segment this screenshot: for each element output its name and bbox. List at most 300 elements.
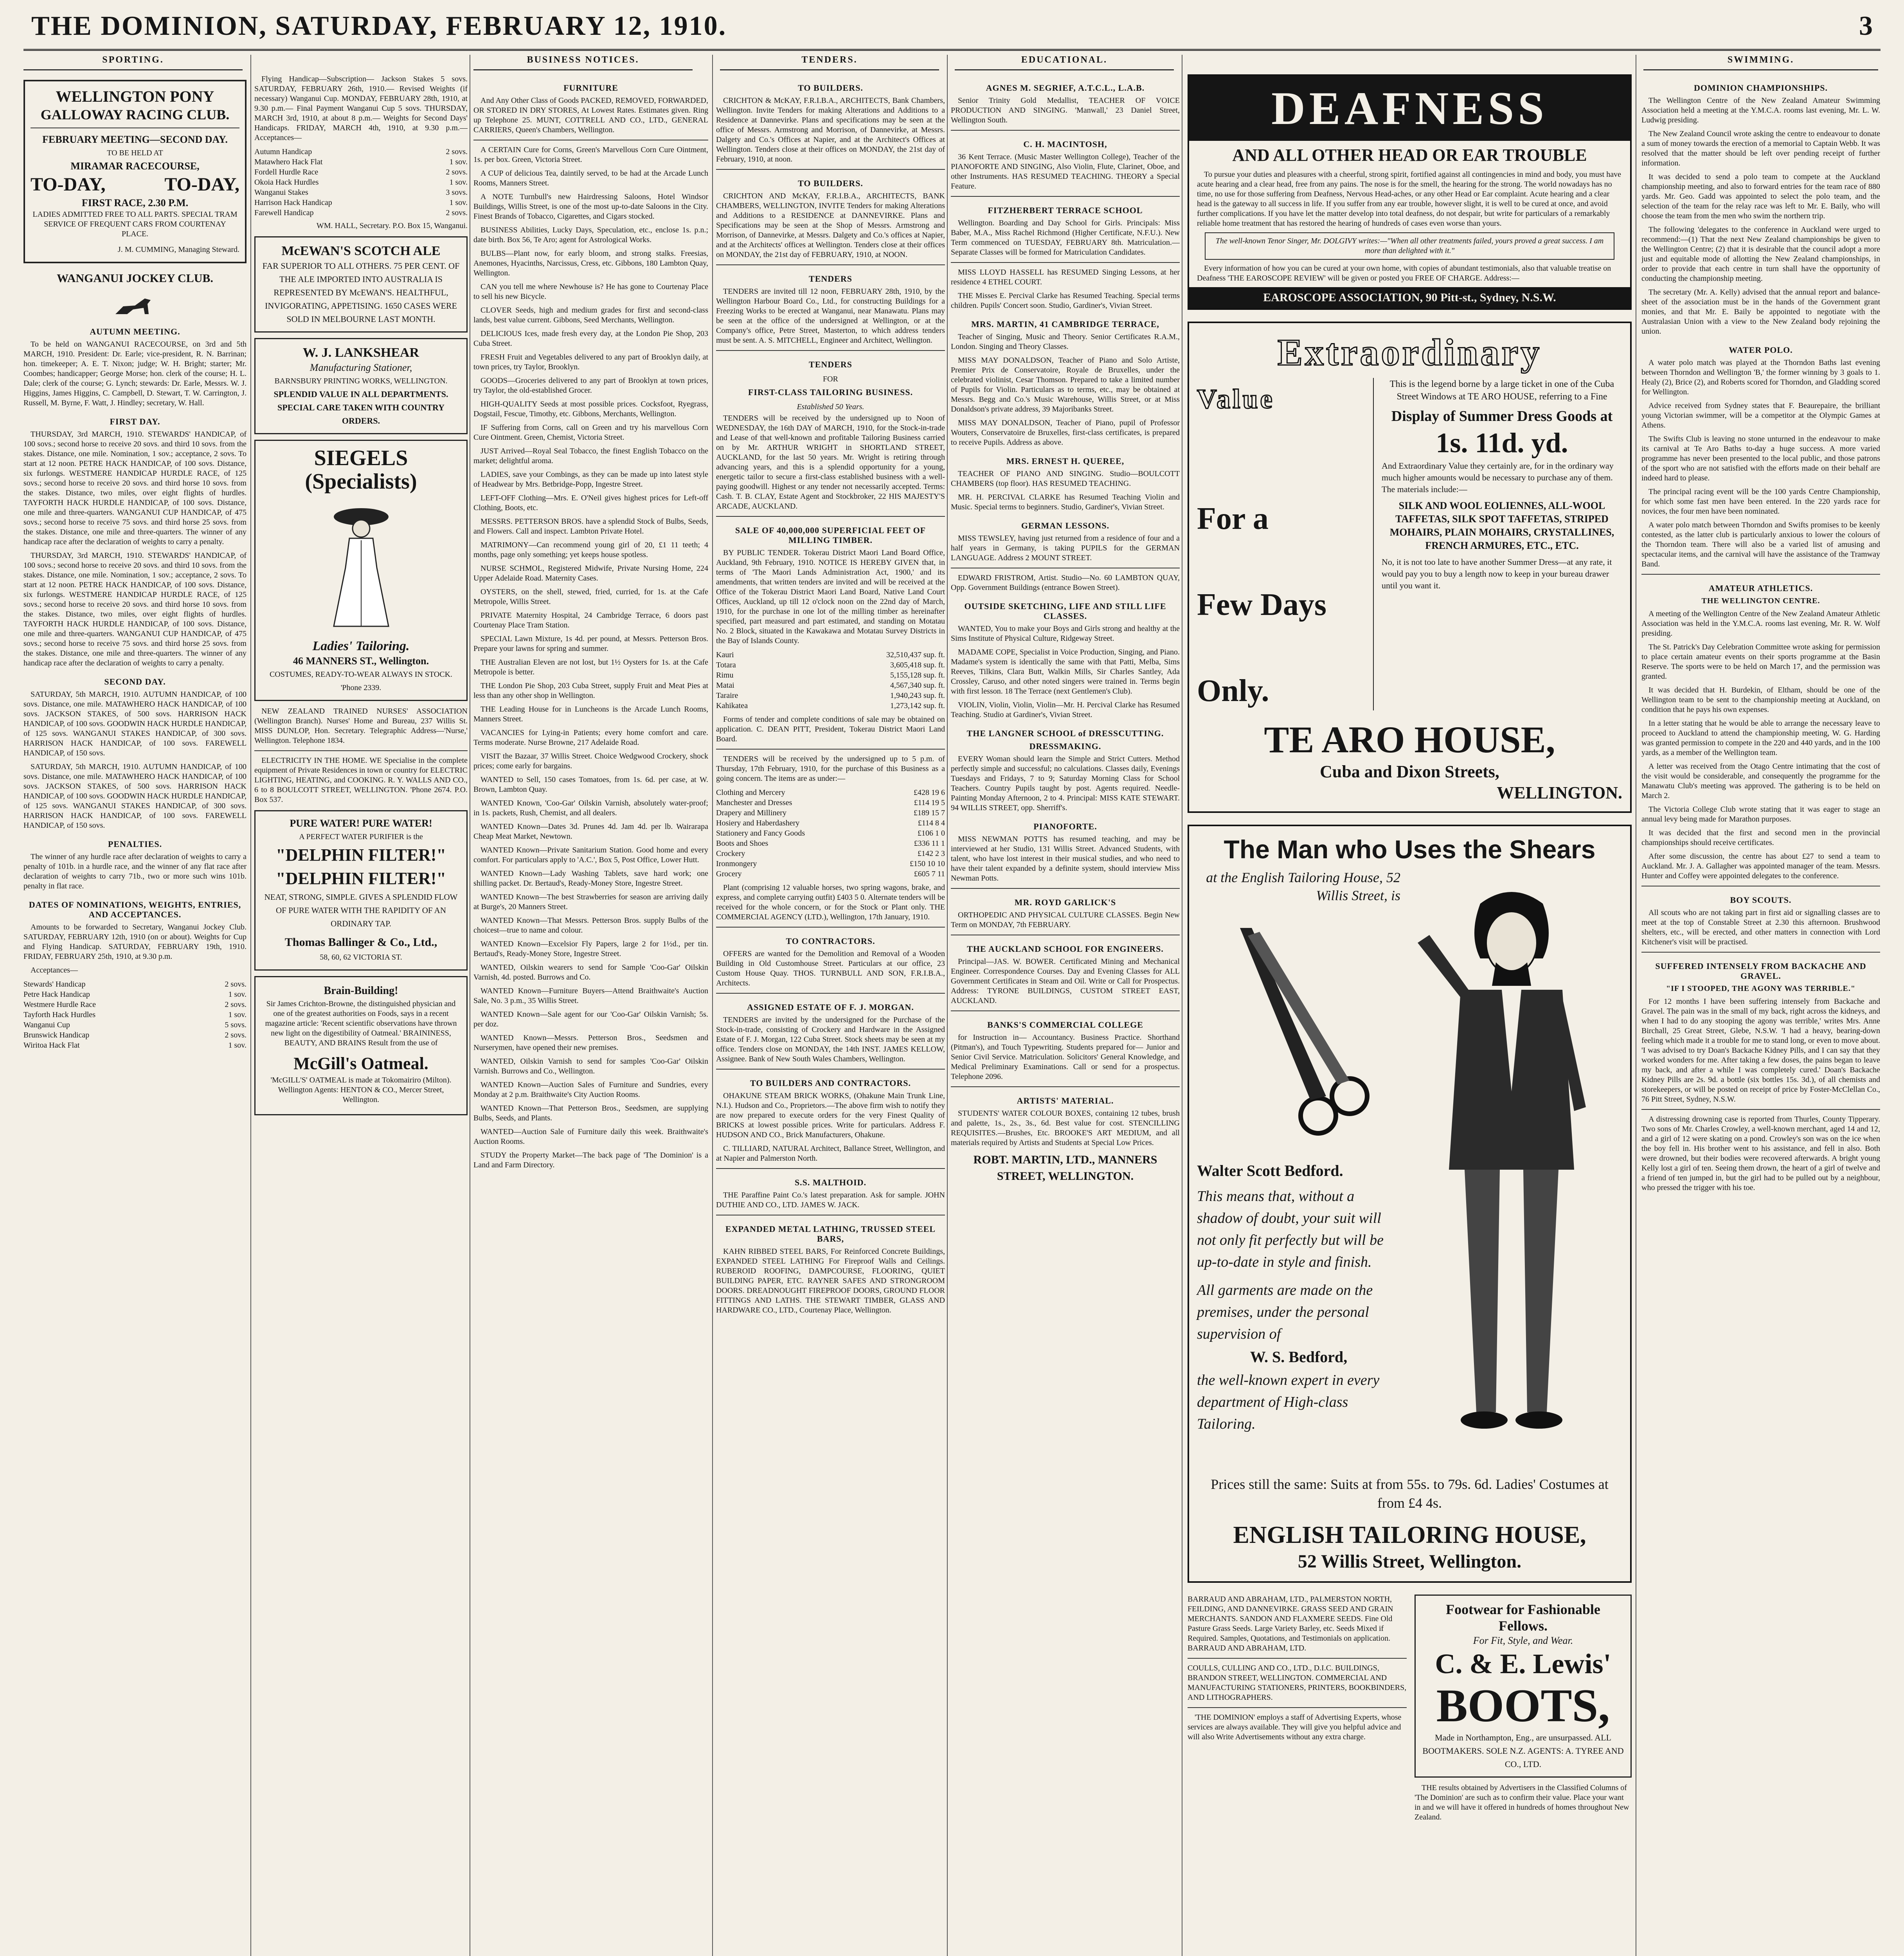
today-right: TO-DAY, [164, 174, 239, 195]
shears-ad [1188, 825, 1632, 1583]
classified-ad: CLOVER Seeds, high and medium grades for first and second-class lands, best value current. Gibbons, Seed Merchants, Wellington. [473, 306, 708, 324]
banks-head: BANKS'S COMMERCIAL COLLEGE [987, 1020, 1143, 1030]
crockery-row [716, 859, 945, 869]
business-column [473, 74, 708, 1956]
section-sporting: SPORTING. [23, 55, 243, 70]
row-label: Totara [716, 661, 736, 669]
lankshear-name: W. J. LANKSHEAR [302, 345, 419, 360]
dominion-note: 'THE DOMINION' employs a staff of Advertising Experts, whose services are always available. They will give you helpful advice and will also Write Advertisements without any extra charge. [1188, 1713, 1402, 1741]
horse-icon [112, 295, 158, 318]
classified-ad: HIGH-QUALITY Seeds at most possible prices. Cocksfoot, Ryegrass, Dogstail, Fescue, Timothy, etc. Gibbons, Merchants, Wellington. [473, 400, 708, 418]
masthead [23, 7, 1881, 51]
banks-body: for Instruction in— Accountancy. Business Practice. Shorthand (Pitman's), and Touch Typewriting. Students prepared for— Junior and Senior Civil Service. Matriculation. Solicitors' General Knowledge, and Medical Preliminary Examinations. Call or send for a prospectus. Telephone 2096. [951, 1033, 1180, 1081]
estate-body: TENDERS are invited by the undersigned for the Purchase of the Stock-in-trade, consisting of Crockery and Hardware in the Assigned Estate of F. J. Morgan, 122 Cuba Street. Stock sheets may be seen at my office. Tenders close on MONDAY, the 14th INST. JAMES KELLOW, Assignee. Bank of New South Wales Chambers, Wellington. [716, 1016, 945, 1063]
flying-body: Flying Handicap—Subscription— Jackson Stakes 5 sovs. SATURDAY, FEBRUARY 26th, 1910.— Revised Weights (if necessary) Wanganui Cup. MONDAY, FEBRUARY 28th, 1910, at 9.30 p.m.— Final Payment Wanganui Cup 5 sovs. THURSDAY, MARCH 3rd, 1910, at about 8 p.m.— Weights for Second Days' Handicaps. FRIDAY, MARCH 4th, 1910, at 9.30 p.m.— Acceptances— [254, 75, 468, 142]
classified-ad: WANTED to Sell, 150 cases Tomatoes, from 1s. 6d. per case, at W. Brown, Lambton Quay. [473, 775, 708, 794]
row-value: 1 sov. [228, 1041, 247, 1050]
lankshear-body: SPLENDID VALUE IN ALL DEPARTMENTS. SPECIAL CARE TAKEN WITH COUNTRY ORDERS. [274, 389, 448, 426]
row-value: 4,567,340 sup. ft. [890, 681, 945, 690]
row-label: Tayforth Hack Hurdles [23, 1010, 96, 1019]
shears-supervisor: W. S. Bedford, [1250, 1348, 1348, 1366]
artists-body: STUDENTS' WATER COLOUR BOXES, containing 12 tubes, brush and palette, 1s., 2s., 3s., 6d. Best value for cost. STENCILLING REQUISITES.—Brushes, Etc. BROOKE'S ART MEDIUM, and all materials required by Artists and Students at Special Low Prices. [951, 1109, 1180, 1147]
row-label: Okoia Hack Hurdles [254, 178, 319, 187]
piano-head: PIANOFORTE. [1033, 822, 1097, 831]
lewis-name: C. & E. Lewis' [1435, 1648, 1611, 1679]
classified-ad: PRIVATE Maternity Hospital, 24 Cambridge Terrace, 6 doors past Courtenay Place Tram Station. [473, 611, 708, 629]
classified-ad: OYSTERS, on the shell, stewed, fried, curried, for 1s. at the Cafe Metropole, Willis Street. [473, 588, 708, 606]
classified-ad: WANTED Known—Auction Sales of Furniture and Sundries, every Monday at 2 p.m. Braithwaite's City Auction Rooms. [473, 1080, 708, 1099]
filter-name-repeat: "DELPHIN FILTER!" [276, 869, 446, 888]
piano-body: MISS NEWMAN POTTS has resumed teaching, and may be interviewed at her Studio, 131 Willis Street. Advanced Students, with talent, who have lost interest in their musical studies, and who need to have their talent expanded by a definite system, should interview Miss Newman Potts. [951, 835, 1180, 883]
row-label: Crockery [716, 849, 745, 858]
row-value: £142 2 3 [918, 849, 945, 858]
column-rule [250, 55, 251, 1956]
row-value: 2 sovs. [225, 1031, 247, 1039]
acceptances-list [23, 979, 247, 1050]
tender-4: TENDERS will be received by the undersigned up to Noon of WEDNESDAY, the 16th DAY of MARCH, 1910, for the Stock-in-trade and Lease of that well-known and profitable Tailoring Business carried on by Mr. ARTHUR WRIGHT in SHORTLAND STREET, AUCKLAND, for the last 50 years. Mr. Wright is retiring through advancing years, and this is a splendid opportunity for a young, energetic tailor to secure a first-class established business with a well-paying goodwill. Highest or any tender not necessarily accepted. Terms: Cash. T. B. CLAY, Estate Agent and Stockbroker, 22 HIS MAJESTY'S ARCADE, AUCKLAND. [716, 414, 945, 511]
champ-paragraphs [1641, 96, 1880, 336]
row-label: Hosiery and Haberdashery [716, 819, 800, 827]
tender-head-4b: FIRST-CLASS TAILORING BUSINESS. [748, 387, 913, 397]
crockery-list [716, 787, 945, 879]
classified-ad: DELICIOUS Ices, made fresh every day, at the London Pie Shop, 203 Cuba Street. [473, 329, 708, 348]
classified-ad: A CUP of delicious Tea, daintily served, to be had at the Arcade Lunch Rooms, Manners Street. [473, 169, 708, 187]
tender-sub-4: FOR [823, 375, 838, 383]
classifieds-list [473, 145, 708, 1170]
classified-ad: JUST Arrived—Royal Seal Tobacco, the finest English Tobacco on the market; delightful aroma. [473, 447, 708, 465]
lankshear-sub: Manufacturing Stationer, [310, 362, 412, 373]
coulls-body: COULLS, CULLING AND CO., LTD., D.I.C. BUILDINGS, BRANDON STREET, WELLINGTON. COMMERCIAL AND MANUFACTURING STATIONERS, PRINTERS, BOOKBINDERS, AND LITHOGRAPHERS. [1188, 1664, 1407, 1702]
club-name-2: GALLOWAY RACING CLUB. [40, 107, 230, 122]
news-paragraph: The Wellington Centre of the New Zealand Amateur Swimming Association held a meeting at the Y.M.C.A. rooms last evening, Mr. L. W. Ludwig presiding. [1641, 96, 1880, 124]
lankshear-addr: BARNSBURY PRINTING WORKS, WELLINGTON. [274, 377, 448, 385]
display-ads-area [1188, 74, 1632, 1956]
page-number: 3 [1859, 11, 1873, 41]
row-value: £189 15 7 [914, 809, 945, 817]
classified-ad: WANTED Known, 'Coo-Gar' Oilskin Varnish, absolutely water-proof; in 1s. packets, Rush, Chemist, and all dealers. [473, 799, 708, 817]
row-value: 2 sovs. [225, 1000, 247, 1009]
row-value: 2 sovs. [446, 147, 468, 156]
row-label: Autumn Handicap [254, 147, 312, 156]
classified-ad: IF Suffering from Corns, call on Green and try his marvellous Corn Cure Ointment. Green, Chemist, Victoria Street. [473, 423, 708, 442]
steward-signature: J. M. CUMMING, Managing Steward. [117, 245, 239, 254]
sale-head: SALE OF 40,000,000 SUPERFICIAL FEET OF MILLING TIMBER. [735, 525, 926, 545]
row-label: Kahikatea [716, 701, 748, 710]
outside-head: OUTSIDE SKETCHING, LIFE AND STILL LIFE CLASSES. [964, 601, 1166, 621]
flying-row [254, 177, 468, 187]
backache-body: For 12 months I have been suffering intensely from Backache and Gravel. The pain was in the small of my back, right across the kidneys, and when I had to do any stooping the agony was terrible,' writes Mrs. Anne Birchall, 25 Great Street, Glebe, N.S.W. 'I had a heavy, bearing-down feeling which made it a trouble for me to stand long, or even to move about. 'I was advised to try Doan's Backache Kidney Pills, and I can say that they worked wonders for me. After taking a few doses, the pains began to leave my back, and after a while I was completely cured.' Doan's Backache Kidney Pills are 2s. 9d. a bottle (six bottles 15s. 3d.), of all chemists and storekeepers, or will be posted on receipt of price by Foster-McClellan Co., 76 Pitt Street, Sydney, N.S.W. [1641, 997, 1880, 1104]
boots-body: Made in Northampton, Eng., are unsurpassed. ALL BOOTMAKERS. SOLE N.Z. AGENTS: A. TYREE AND CO., LTD. [1422, 1733, 1624, 1769]
athletics-paragraphs [1641, 609, 1880, 881]
mcgill-body: Sir James Crichton-Browne, the distinguished physician and one of the greatest authorities on Foods, says in a recent magazine article: 'Recent scientific observations have thrown new light on the digestibility of Oatmeal.' BRAININESS, BEAUTY, AND BRAINS Result from the use of [265, 1000, 457, 1047]
shears-icon [1217, 912, 1381, 1155]
boy-scouts-body: All scouts who are not taking part in first aid or signalling classes are to meet at the top of Constable Street at 2.30 this afternoon. Brushwood shelters, etc., will be erected, and other matters in connection with Lord Kitchener's visit will be practised. [1641, 908, 1880, 946]
deafness-address: EAROSCOPE ASSOCIATION, 90 Pitt-st., Sydney, N.S.W. [1189, 287, 1630, 308]
te-aro-address: Cuba and Dixon Streets, [1320, 762, 1499, 781]
crockery-row [716, 798, 945, 808]
classified-ad: MATRIMONY—Can recommend young girl of 20, £1 11 teeth; 4 months, page only something; yet keeps house spotless. [473, 541, 708, 559]
news-paragraph: It was decided that H. Burdekin, of Eltham, should be one of the Wellington team to be sent to the championship meeting at Auckland, on condition that he pays his own expenses. [1641, 686, 1880, 714]
maltoid-head: S.S. MALTHOID. [794, 1178, 867, 1187]
classified-ad: THE London Pie Shop, 203 Cuba Street, supply Fruit and Meat Pies at less than any other shop in Wellington. [473, 681, 708, 700]
boots-word: BOOTS, [1436, 1679, 1610, 1731]
filter-name: "DELPHIN FILTER!" [276, 845, 446, 865]
timber-row [716, 650, 945, 660]
mcewan-title: McEWAN'S SCOTCH ALE [281, 244, 441, 258]
ballinger-name: Thomas Ballinger & Co., Ltd., [284, 936, 437, 949]
first-day-body: THURSDAY, 3rd MARCH, 1910. STEWARDS' HANDICAP, of 100 sovs.; second horse to receive 20 sovs. and third 10 sovs. from the stakes. Distance, one mile. Nomination, 1 sov.; acceptance, 2 sovs. To start at 12 noon. PETRE HACK HANDICAP, of 100 sovs. Distance, six furlongs. WESTMERE HANDICAP HURDLE RACE, of 125 sovs.; second horse to receive 20 sovs. and third horse 10 sovs. from the stakes. Distance, two miles, over eight flights of hurdles. TAYFORTH HACK HURDLE HANDICAP, of 100 sovs. Distance, one mile and three-quarters. WANGANUI CUP HANDICAP, of 475 sovs.; second horse to receive 75 sovs. and third horse 25 sovs. from the stakes. Distance, one mile and three-quarters. The winner of any handicap race after the declaration of weights to carry a penalty. [23, 430, 247, 546]
contractors-body: OFFERS are wanted for the Demolition and Removal of a Wooden Building in Old Customhouse Street. Particulars at our office, 23 Custom House Quay. THOS. TURNBULL AND SON, F.R.I.B.A., Architects. [716, 949, 945, 987]
crockery-row [716, 849, 945, 859]
news-paragraph: A meeting of the Wellington Centre of the New Zealand Amateur Athletic Association was held in the Y.M.C.A. rooms last evening, Mr. R. W. Wolf presiding. [1641, 609, 1880, 638]
dates-title: DATES OF NOMINATIONS, WEIGHTS, ENTRIES, AND ACCEPTANCES. [29, 900, 241, 919]
acceptance-row [23, 1010, 247, 1020]
classified-ad: BUSINESS Abilities, Lucky Days, Speculation, etc., enclose 1s. p.n.; date birth. Box 56, Te Aro; agent for Astrological Works. [473, 226, 708, 244]
artists-head: ARTISTS' MATERIAL. [1017, 1096, 1114, 1106]
furniture-title: FURNITURE [563, 83, 618, 93]
barraud-body: BARRAUD AND ABRAHAM, LTD., PALMERSTON NORTH, FEILDING, AND DANNEVIRKE. GRASS SEED AND GRAIN MERCHANTS. SANDON AND FLAXMERE SEEDS. Fine Old Pasture Grass Seeds. Large Variety Barley, etc. Seeds Mixed if Required. Samples, Quotations, and Testimonials on application. BARRAUD AND ABRAHAM, LTD. [1188, 1595, 1393, 1652]
classified-ad: NURSE SCHMOL, Registered Midwife, Private Nursing Home, 224 Upper Adelaide Road. Maternity Cases. [473, 564, 708, 582]
news-paragraph: A water polo match between Thorndon and Swifts promises to be keenly contested, as the latter club is particularly anxious to lower the colours of the Thorndon team. There will also be a varied list of amusing and spectacular items, and the carnival will have the assistance of the Tramway Band. [1641, 521, 1880, 568]
tender-head-4: TENDERS [809, 360, 852, 369]
edu-9: TEACHER OF PIANO AND SINGING. Studio—BOULCOTT CHAMBERS (top floor). HAS RESUMED TEACHING. [951, 469, 1180, 488]
outside-body: WANTED, You to make your Boys and Girls strong and healthy at the Sims Institute of Physical Culture, Ridgeway Street. [951, 624, 1180, 643]
edu-2-name: C. H. MACINTOSH, [1023, 139, 1107, 149]
filter-ad [254, 810, 468, 971]
row-label: Manchester and Dresses [716, 798, 792, 807]
edu-3: Wellington. Boarding and Day School for Girls. Principals: Miss Baber, M.A., Miss Rachel Richmond (Higher Certificate, N.F.U.). New Term commenced on TUESDAY, FEBRUARY 8th. Matriculation.—Separate Classes will be formed for Matriculation Candidates. [951, 219, 1180, 257]
classified-ad: WANTED Known—Furniture Buyers—Attend Braithwaite's Auction Sale, No. 3 p.m., 35 Willis Street. [473, 987, 708, 1005]
classified-ad: WANTED, Oilskin wearers to send for Sample 'Coo-Gar' Oilskin Varnish, 4d. posted. Burrows and Co. [473, 963, 708, 982]
row-label: Harrison Hack Handicap [254, 198, 332, 207]
auckland-head: THE AUCKLAND SCHOOL FOR ENGINEERS. [967, 944, 1164, 954]
row-value: 1 sov. [449, 198, 468, 207]
tender-est: Established 50 Years. [797, 403, 864, 411]
meeting-line: FEBRUARY MEETING—SECOND DAY. [42, 134, 228, 145]
news-paragraph: The New Zealand Council wrote asking the centre to endeavour to donate a sum of money towards the erection of a memorial to Captain Webb. It was resolved that the matter should be left over pending receipt of further information. [1641, 129, 1880, 167]
te-aro-city: WELLINGTON. [1497, 783, 1622, 802]
deafness-ad [1188, 74, 1632, 310]
acceptance-row [23, 989, 247, 1000]
row-value: £114 19 5 [914, 798, 945, 807]
metal-body: KAHN RIBBED STEEL BARS, For Reinforced Concrete Buildings, EXPANDED STEEL LATHING For Fireproof Walls and Ceilings. RUBEROID ROOFING, DAMPCOURSE, FLOORING, QUIET BUILDING PAPER, ETC. RAYNER SAFES AND STRONGROOM DOORS. DREADNOUGHT FIREPROOF DOORS, GROUND FLOOR FITTINGS AND LATHS. THE STEWART TIMBER, GLASS AND HARDWARE CO., LTD., Courtenay Place, Wellington. [716, 1247, 945, 1314]
crockery-intro: TENDERS will be received by the undersigned up to 5 p.m. of Thursday, 17th February, 1910, for the purchase of this Business as a going concern. The items are as under:— [716, 755, 945, 783]
maltoid-body: THE Paraffine Paint Co.'s latest preparation. Ask for sample. JOHN DUTHIE AND CO., LTD. JAMES W. JACK. [716, 1191, 945, 1209]
news-paragraph: The secretary (Mr. A. Kelly) advised that the annual report and balance-sheet of the association must be in the hands of the Government grant monies, and that Mr. E. Baily be appointed to negotiate with the Australasian Union with a view to the New Zealand body rejoining the union. [1641, 288, 1880, 336]
section-swimming: SWIMMING. [1643, 55, 1878, 70]
classified-ad: WANTED Known—Messrs. Petterson Bros., Seedsmen and Nurserymen, have opened their new premises. [473, 1034, 708, 1052]
value-word: Value [1197, 384, 1275, 414]
english-tailoring-house: ENGLISH TAILORING HOUSE, [1233, 1522, 1586, 1548]
deafness-banner [1189, 76, 1630, 141]
value-foot: No, it is not too late to have another Summer Dress—at any rate, it would pay you to buy a length now to keep in your bureau drawer until you want it. [1382, 557, 1612, 590]
tender-1: CRICHTON & McKAY, F.R.I.B.A., ARCHITECTS, Bank Chambers, Wellington. Invite Tenders for making Alterations and Additions to a Residence at Dannevirke. Plans and specifications may be seen at the office of Messrs. Armstrong and Morrison, of Dannevirke, at Messrs. Dalgety and Co.'s Offices at Napier, and at the Architect's Offices at Wellington. Tenders close at their offices on MONDAY, the 21st day of February, 1910, at noon. [716, 96, 945, 164]
flying-row [254, 157, 468, 167]
classified-ad: VISIT the Bazaar, 37 Willis Street. Choice Wedgwood Crockery, shock prices; come early for bargains. [473, 752, 708, 770]
classified-ad: LADIES, save your Combings, as they can be made up into latest style of Headwear by Mrs. Betbridge-Popp, Ingestre Street. [473, 470, 708, 489]
crockery-row [716, 838, 945, 849]
row-value: 1 sov. [228, 1010, 247, 1019]
classified-ad: A CERTAIN Cure for Corns, Green's Marvellous Corn Cure Ointment, 1s. per box. Green, Victoria Street. [473, 146, 708, 164]
value-body: And Extraordinary Value they certainly are, for in the ordinary way much higher amounts would be necessary to purchase any of them. The materials include:— [1382, 461, 1614, 494]
shears-title: The Man who Uses the Shears [1224, 835, 1596, 864]
backache-head: SUFFERED INTENSELY FROM BACKACHE AND GRAVEL. [1655, 961, 1866, 981]
tender-head-3: TENDERS [809, 274, 852, 284]
row-label: Petre Hack Handicap [23, 990, 90, 999]
today-left: TO-DAY, [31, 174, 106, 195]
classified-ad: WANTED Known—Lady Washing Tablets, save hard work; one shilling packet. Dr. Bertaud's, Ready-Money Store, Ingestre Street. [473, 869, 708, 888]
row-label: Rimu [716, 671, 734, 680]
mcgill-head: Brain-Building! [324, 985, 398, 997]
flying-row [254, 208, 468, 218]
crockery-row [716, 828, 945, 838]
bricks-head: TO BUILDERS AND CONTRACTORS. [750, 1078, 911, 1088]
classified-ad: VACANCIES for Lying-in Patients; every home comfort and care. Terms moderate. Nurse Browne, 217 Adelaide Road. [473, 728, 708, 747]
shears-at: at the English Tailoring House, 52 Willis Street, is [1206, 870, 1400, 903]
tenders-column [716, 74, 945, 1956]
acceptance-row [23, 1030, 247, 1040]
classified-ad: LEFT-OFF Clothing—Mrs. E. O'Neil gives highest prices for Left-off Clothing, Boots, etc. [473, 494, 708, 512]
athletics-head: AMATEUR ATHLETICS. [1708, 583, 1813, 593]
pony-club-ad [23, 80, 247, 263]
german-head: GERMAN LESSONS. [1021, 521, 1110, 530]
furniture-body: And Any Other Class of Goods PACKED, REMOVED, FORWARDED, OR STORED IN DRY STORES, At Lowest Rates. Estimates given. Ring up Telephone 25. MUNT, COTTRELL AND CO., LTD., GENERAL CARRIERS, Queen's Chambers, Wellington. [473, 96, 708, 134]
ortho-name: MR. ROYD GARLICK'S [1014, 897, 1116, 907]
martin-name: ROBT. MARTIN, LTD., MANNERS STREET, WELLINGTON. [973, 1153, 1157, 1183]
classified-ad: SPECIAL Lawn Mixture, 1s 4d. per pound, at Messrs. Petterson Bros. Prepare your lawns for spring and summer. [473, 635, 708, 653]
polo-head: WATER POLO. [1729, 345, 1793, 355]
first-race-line: FIRST RACE, 2.30 P.M. [81, 197, 189, 209]
news-paragraph: It was decided to send a polo team to compete at the Auckland championship meeting, and also to forward entries for the team race of 880 yards. Mr. Geo. Gadd was appointed to select the polo team, and the selection of the team for the relay race was left to Mr. E. Baily, who will choose the team from the men who swim the northern trip. [1641, 173, 1880, 220]
for-a: For a [1197, 502, 1269, 536]
timber-row [716, 680, 945, 690]
extraordinary-ad [1188, 322, 1632, 813]
classified-ad: MESSRS. PETTERSON BROS. have a splendid Stock of Bulbs, Seeds, and Flowers. Call and inspect. Lambton Private Hotel. [473, 517, 708, 536]
second-day-title: SECOND DAY. [104, 677, 166, 687]
acceptance-row [23, 979, 247, 989]
flying-row [254, 198, 468, 208]
mcgill-ad [254, 976, 468, 1115]
bricks-body: OHAKUNE STEAM BRICK WORKS, (Ohakune Main Trunk Line, N.I.). Hudson and Co., Proprietors.—The above firm wish to notify they are now prepared to execute orders for the very Finest Quality of BRICKS at lowest possible prices. Write for particulars. Address F. HUDSON AND CO., Brick Manufacturers, Ohakune. [716, 1091, 945, 1139]
row-label: Kauri [716, 651, 734, 659]
penalties-body: The winner of any hurdle race after declaration of weights to carry a penalty of 101b. in a hurdle race, and the winner of any flat race after declaration of weights to carry 71b., two or more such wins 101b. penalty in flat race. [23, 852, 247, 890]
electricity-notice: ELECTRICITY IN THE HOME. WE Specialise in the complete equipment of Private Residences in town or country for ELECTRIC LIGHTING, HEATING, and COOKING. R. Y. WALLS AND CO., 6 to 8 BOULCOTT STREET, WELLINGTON. 'Phone 2674. P.O. Box 537. [254, 756, 468, 804]
row-label: Clothing and Mercery [716, 788, 785, 797]
tender-3: TENDERS are invited till 12 noon, FEBRUARY 28th, 1910, by the Wellington Harbour Board Co., Ltd., for constructing Buildings for a Freezing Works to be erected at Wanganui, near Manawatu. Plans may be seen at the office of the undersigned at Wellington, or at the Company's office, Petre Street, Masterton, to which address tenders must be sent. A. S. MITCHELL, Engineer and Architect, Wellington. [716, 287, 945, 345]
wm-hall: WM. HALL, Secretary. P.O. Box 15, Wanganui. [316, 221, 468, 230]
ticket-legend: This is the legend borne by a large ticket in one of the Cuba Street Windows at TE ARO HOUSE, referring to a Fine [1389, 379, 1614, 402]
row-label: Taraire [716, 691, 738, 700]
lady-illustration [318, 501, 404, 630]
timber-list [716, 650, 945, 711]
flying-row [254, 167, 468, 177]
metal-head: EXPANDED METAL LATHING, TRUSSED STEEL BARS, [725, 1224, 936, 1244]
classified-ad: WANTED Known—Private Sanitarium Station. Good home and every comfort. For particulars apply to 'A.C.', Box 5, Post Office, Lower Hutt. [473, 846, 708, 864]
row-value: £150 10 10 [910, 859, 945, 868]
timber-row [716, 670, 945, 680]
ortho-body: ORTHOPEDIC AND PHYSICAL CULTURE CLASSES. Begin New Term on MONDAY, 7th FEBRUARY. [951, 911, 1180, 929]
edu-2: 36 Kent Terrace. (Music Master Wellington College), Teacher of the PIANOFORTE AND SINGING, Also Violin, Flute, Clarinet, Oboe, and other Instruments. HAS RESUMED TEACHING. THEORY a Special Feature. [951, 153, 1180, 191]
row-value: 5 sovs. [225, 1021, 247, 1029]
deafness-word: DEAFNESS [1271, 82, 1548, 134]
classified-ad: WANTED Known—Dates 3d. Prunes 4d. Jam 4d. per lb. Wairarapa Cheap Meat Market, Newtown. [473, 822, 708, 841]
tilliard-body: C. TILLIARD, NATURAL Architect, Ballance Street, Wellington, and at Napier and Palmerston North. [716, 1144, 945, 1163]
classified-ad: GOODS—Groceries delivered to any part of Brooklyn at town prices, try Taylor, the old-established Grocer. [473, 376, 708, 395]
edu-6: Teacher of Singing, Music and Theory. Senior Certificates R.A.M., London. Singing and Theory Classes. [951, 333, 1180, 351]
fristrom: EDWARD FRISTROM, Artist. Studio—No. 60 LAMBTON QUAY, Opp. Government Buildings (entrance Bowen Street). [951, 573, 1180, 592]
first-day-body-repeat: THURSDAY, 3rd MARCH, 1910. STEWARDS' HANDICAP, of 100 sovs.; second horse to receive 20 sovs. and third 10 sovs. from the stakes. Distance, one mile. Nomination, 1 sov.; acceptance, 2 sovs. To start at 12 noon. PETRE HACK HANDICAP, of 100 sovs. Distance, six furlongs. WESTMERE HANDICAP HURDLE RACE, of 125 sovs.; second horse to receive 20 sovs. and third horse 10 sovs. from the stakes. Distance, two miles, over eight flights of hurdles. TAYFORTH HACK HURDLE HANDICAP, of 100 sovs. Distance, one mile and three-quarters. WANGANUI CUP HANDICAP, of 475 sovs.; second horse to receive 75 sovs. and third horse 25 sovs. from the stakes. Distance, one mile and three-quarters. The winner of any handicap race after the declaration of weights to carry a penalty. [23, 551, 247, 667]
classified-ad: WANTED Known—Sale agent for our 'Coo-Gar' Oilskin Varnish; 5s. per doz. [473, 1010, 708, 1028]
column-rule [947, 55, 948, 1956]
edu-4: MISS LLOYD HASSELL has RESUMED Singing Lessons, at her residence 4 ETHEL COURT. [951, 268, 1180, 286]
news-paragraph: A letter was received from the Otago Centre intimating that the cost of the visit would be considerable, and consequently the programme for the Manawatu Club's meeting was approved. The gathering is to be held on March 2. [1641, 762, 1880, 800]
row-label: Matai [716, 681, 734, 690]
materials-list: SILK AND WOOL EOLIENNES, ALL-WOOL TAFFETAS, SILK SPOT TAFFETAS, STRIPED MOHAIRS, PLAIN MOHAIRS, CRYSTALLINES, FRENCH ARMURES, ETC., ETC. [1389, 500, 1614, 551]
educational-column [951, 74, 1180, 1956]
classified-ad: A NOTE Turnbull's new Hairdressing Saloons, Hotel Windsor Buildings, Willis Street, is one of the most up-to-date Saloons in the City. Finest Brands of Tobacco, Cigarettes, and Cigars stocked. [473, 192, 708, 221]
mcgill-foot: 'McGILL'S' OATMEAL is made at Tokomairiro (Milton). Wellington Agents: HENTON & CO., Mercer Street, Wellington. [270, 1076, 452, 1104]
sale-body: BY PUBLIC TENDER. Tokerau District Maori Land Board Office, Auckland, 9th February, 1910. NOTICE IS HEREBY GIVEN that, in terms of 'The Maori Lands Administration Act, 1900,' and its amendments, that written tenders are invited and will be received at the Office of the Tokerau District Maori Land Board, Native Land Court Offices, Auckland, up till 12 o'clock noon on the 22nd day of March, 1910, for the purchase in one lot of the milling timber as hereinafter specified, part measured and part estimated, and standing on Motatau No. 2 Block, situated in the Kawakawa and Motatau Survey Districts in the Bay of Islands County. [716, 548, 945, 645]
te-aro-house: TE ARO HOUSE, [1264, 719, 1555, 760]
deafness-sub: AND ALL OTHER HEAD OR EAR TROUBLE [1232, 146, 1587, 165]
classified-ad: BULBS—Plant now, for early bloom, and strong stalks. Freesias, Anemones, Hyacinths, Narcissus, Cress, etc. Gibbons, 180 Lambton Quay, Wellington. [473, 249, 708, 277]
section-business: BUSINESS NOTICES. [473, 55, 693, 70]
first-day-title: FIRST DAY. [110, 417, 160, 426]
row-label: Ironmongery [716, 859, 757, 868]
dates-body: Amounts to be forwarded to Secretary, Wanganui Jockey Club. SATURDAY, FEBRUARY 12th, 1910 (on or about). Weights for Cup and Flying Handicap. SATURDAY, FEBRUARY 19th, 1910. FRIDAY, FEBRUARY 25th, 1910, at 9.30 p.m. [23, 923, 247, 961]
classified-ad: WANTED Known—The best Strawberries for season are arriving daily at Burge's, 20 Manners Street. [473, 893, 708, 911]
row-value: 5,155,128 sup. ft. [890, 671, 945, 680]
row-value: £336 11 1 [914, 839, 945, 848]
flying-row [254, 147, 468, 157]
deafness-quote: The well-known Tenor Singer, Mr. DOLGIVY writes:—"When all other treatments failed, yours proved a great success. I am more than delighted with it." [1205, 232, 1614, 260]
classified-ad: CAN you tell me where Newhouse is? He has gone to Courtenay Place to sell his new Bicycle. [473, 282, 708, 301]
held-line: TO BE HELD AT [107, 149, 163, 157]
row-value: 1 sov. [449, 158, 468, 166]
flying-list [254, 147, 468, 218]
shears-prices: Prices still the same: Suits at from 55s. to 79s. 6d. Ladies' Costumes at from £4 4s. [1211, 1476, 1609, 1511]
classified-ad: WANTED Known—That Petterson Bros., Seedsmen, are supplying Bulbs, Seeds, and Plants. [473, 1104, 708, 1122]
timber-row [716, 660, 945, 670]
classified-ad: WANTED Known—Excelsior Fly Papers, large 2 for 1½d., per tin. Bertaud's, Ready-Money Store, Ingestre Street. [473, 940, 708, 958]
crockery-row [716, 787, 945, 798]
champ-head: DOMINION CHAMPIONSHIPS. [1693, 83, 1828, 93]
crockery-row [716, 808, 945, 818]
eth-address: 52 Willis Street, Wellington. [1298, 1551, 1522, 1572]
edu-10: MR. H. PERCIVAL CLARKE has Resumed Teaching Violin and Music. Special terms to beginners. Studio, Gardiner's, Vivian Street. [951, 493, 1180, 511]
sporting-continued-column [254, 74, 468, 1956]
extraordinary-word: Extraordinary [1277, 331, 1542, 373]
penalties-title: PENALTIES. [108, 839, 162, 849]
venue-line: MIRAMAR RACECOURSE, [70, 160, 200, 172]
ladies-line: LADIES ADMITTED FREE TO ALL PARTS. SPECIAL TRAM SERVICE OF FREQUENT CARS FROM COURTENAY PLACE. [32, 210, 238, 238]
row-label: Wanganui Cup [23, 1021, 70, 1029]
acceptance-row [23, 1020, 247, 1030]
second-day-body-repeat: SATURDAY, 5th MARCH, 1910. AUTUMN HANDICAP, of 100 sovs. Distance, one mile. MATAWHERO HACK HANDICAP, of 100 sovs. JACKSON STAKES, of 500 sovs. HARRISON HACK HANDICAP, of 100 sovs. GOODWIN HACK HURDLE HANDICAP, of 125 sovs. WANGANUI STAKES HANDICAP, of 300 sovs. HARRISON HACK HANDICAP, of 100 sovs. FAREWELL HANDICAP, of 150 sovs. [23, 762, 247, 830]
row-label: Wiritoa Hack Flat [23, 1041, 80, 1050]
edu-7: MISS MAY DONALDSON, Teacher of Piano and Solo Artiste, Premier Prix de Conservatoire, Royale de Bruxelles, under the celebrated violinist, Cesar Thomson. Prepared to take a limited number of Pupils for Violin. Particulars as to terms, etc., may be obtained at Messrs. Begg and Co.'s Music Warehouse, Willis Street, or at Miss Donaldson's private address, 39 Majoribanks Street. [951, 356, 1180, 413]
club-name: WELLINGTON PONY [56, 88, 214, 105]
news-paragraph: A water polo match was played at the Thorndon Baths last evening between Thorndon and Wellington 'B,' the former winning by 3 goals to 1. Healy (2), Brice (2), and Roberts scored for Thorndon, and Gladding scored for Wellington. [1641, 358, 1880, 396]
row-value: 1 sov. [228, 990, 247, 999]
shears-body: This means that, without a shadow of doubt, your suit will not only fit perfectly but will be up-to-date in style and finish. [1197, 1188, 1384, 1270]
row-label: Wanganui Stakes [254, 188, 308, 197]
deafness-body: To pursue your duties and pleasures with a cheerful, strong spirit, fortified against all contingencies in mind and body, you must have acute hearing and a clear head, free from any pains. The nose is for the smell, the hearing for the strong. The world nowadays has no time, no use for those suffering from Deafness, Nervous Head-aches, or any other Head or Ear complaint. Acute hearing and a clear head is the gateway to all success in life. If you suffer from any ear trouble, however slight, it is well to be cured at once, and avoid further complications. If you have let the matter develop into total deafness, do not despair, but write for particulars of a remarkably reliable home treatment that has restored the hearing of hundreds of cases even worse than yours. [1197, 170, 1621, 228]
german-body: MISS TEWSLEY, having just returned from a residence of four and a half years in Germany, is taking PUPILS for the GERMAN LANGUAGE. Address 2 MOUNT STREET. [951, 534, 1180, 562]
crockery-row [716, 818, 945, 828]
langner-body: EVERY Woman should learn the Simple and Strict Cutters. Method perfectly simple and successful; no calculations. Classes daily, Evenings Tuesdays and Fridays, 7 to 9; Saturday Morning Class for School Teachers. Country Pupils taught by post. Agents required. Needle-Painting Monday Afternoon, 2 to 4. Principal: MISS KATE STEWART. 94 WILLIS STREET, opp. Sherriff's. [951, 755, 1180, 812]
shears-name: Walter Scott Bedford. [1197, 1162, 1343, 1179]
lankshear-ad [254, 338, 468, 434]
only: Only. [1197, 674, 1269, 708]
row-value: 2 sovs. [446, 209, 468, 217]
row-value: £114 8 4 [918, 819, 945, 827]
news-paragraph: The following 'delegates to the conference in Auckland were urged to recommend:—(1) That the next New Zealand championships be given to the Wellington Centre; (2) that it is desirable that the council adopt a more just and equitable mode of allotting the New Zealand championships, in order to provide that each centre in turn shall have the opportunity of conducting the championship meeting. [1641, 225, 1880, 283]
acceptance-row [23, 1000, 247, 1010]
ballinger-addr: 58, 60, 62 VICTORIA ST. [320, 953, 402, 962]
news-paragraph: The Swifts Club is leaving no stone unturned in the endeavour to make its carnival at Te Aro Baths to-day a huge success. A more varied programme has never been presented to the local public, and those patrons of the sport who are not satisfied with the efforts made on their behalf are indeed hard to please. [1641, 435, 1880, 482]
classified-ad: WANTED—Auction Sale of Furniture daily this week. Braithwaite's Auction Rooms. [473, 1127, 708, 1146]
filter-body: NEAT, STRONG, SIMPLE. GIVES A SPLENDID FLOW OF PURE WATER WITH THE RAPIDITY OF AN ORDINARY TAP. [264, 892, 458, 928]
edu-3-name: FITZHERBERT TERRACE SCHOOL [988, 205, 1143, 215]
siegel-addr: 46 MANNERS ST., Wellington. [293, 655, 429, 667]
auckland-body: Principal—JAS. W. BOWER. Certificated Mining and Mechanical Engineer. Correspondence Courses. Day and Evening Classes for ALL Government Certificates in Steam and Oil. Write or Call for Prospectus. Address: TYRONE BUILDINGS, CUSTOM STREET EAST, AUCKLAND. [951, 957, 1180, 1005]
row-value: 2 sovs. [225, 980, 247, 989]
crockery-foot: Plant (comprising 12 valuable horses, two spring wagons, brake, and express, and complete carrying outfit) £403 5 0. Alternate tenders will be received for the whole concern, or for the Stock or Plant only. THE COMMERCIAL AGENCY (LTD.), Wellington, 17th January, 1910. [716, 883, 945, 921]
sporting-column [23, 74, 247, 1956]
row-label: Grocery [716, 870, 742, 878]
timber-row [716, 701, 945, 711]
row-value: 32,510,437 sup. ft. [886, 651, 945, 659]
classified-ad: FRESH Fruit and Vegetables delivered to any part of Brooklyn daily, at town prices, try Taylor, Brooklyn. [473, 353, 708, 371]
row-label: Matawhero Hack Flat [254, 158, 323, 166]
siegel-name: SIEGELS (Specialists) [305, 446, 417, 494]
classified-ad: WANTED, Oilskin Varnish to send for samples 'Coo-Gar' Oilskin Varnish. Burrows and Co., Wellington. [473, 1057, 708, 1075]
row-value: £106 1 0 [918, 829, 945, 838]
row-label: Fordell Hurdle Race [254, 168, 319, 176]
boy-scouts-head: BOY SCOUTS. [1730, 895, 1792, 905]
edu-8: MISS MAY DONALDSON, Teacher of Piano, pupil of Professor Wouters, Conservatoire de Bruxelles, first-class certificates, is prepared to receive Pupils. Address as above. [951, 419, 1180, 447]
news-paragraph: After some discussion, the centre has about £27 to send a team to Auckland. Mr. J. A. Gallagher was appointed manager of the team. Messrs. Hunter and Coffey were appointed delegates to the conference. [1641, 852, 1880, 880]
acceptance-row [23, 1040, 247, 1050]
price-line: 1s. 11d. yd. [1436, 427, 1568, 458]
row-value: 1,940,243 sup. ft. [890, 691, 945, 700]
row-value: 3,605,418 sup. ft. [890, 661, 945, 669]
estate-head: ASSIGNED ESTATE OF F. J. MORGAN. [747, 1002, 914, 1012]
row-value: 1 sov. [449, 178, 468, 187]
edu-5: THE Misses E. Percival Clarke has Resumed Teaching. Special terms children. Pupils' Concert soon. Studio, Gardiner's, Vivian Street. [951, 291, 1180, 310]
centre-head: THE WELLINGTON CENTRE. [1701, 597, 1820, 605]
edu-9-name: MRS. ERNEST H. QUEREE, [1006, 456, 1125, 466]
news-paragraph: It was decided that the first and second men in the provincial championships should receive certificates. [1641, 829, 1880, 847]
mcewan-ad [254, 236, 468, 333]
bottom-ads-row [1188, 1595, 1632, 1826]
results-note: THE results obtained by Advertisers in the Classified Columns of 'The Dominion' are such as to confirm their value. Place your want in and we will have it offered in hundreds of homes throughout New Zealand. [1415, 1783, 1629, 1821]
flying-row [254, 187, 468, 198]
shears-body-3: the well-known expert in every department of High-class Tailoring. [1197, 1372, 1380, 1432]
news-paragraph: The Victoria College Club wrote stating that it was eager to stage an annual levy being made for Marathon purposes. [1641, 805, 1880, 823]
newspaper-title: THE DOMINION, SATURDAY, FEBRUARY 12, 1910. [31, 11, 727, 41]
footwear-sub: For Fit, Style, and Wear. [1473, 1635, 1573, 1646]
row-label: Drapery and Millinery [716, 809, 786, 817]
mcewan-body: FAR SUPERIOR TO ALL OTHERS. 75 PER CENT. OF THE ALE IMPORTED INTO AUSTRALIA IS REPRESENTED BY McEWAN'S. HEALTHFUL, INVIGORATING, APPETISING. 1650 CASES WERE SOLD IN MELBOURNE LAST MONTH. [262, 261, 460, 324]
autumn-meeting: AUTUMN MEETING. [90, 327, 180, 336]
second-day-body: SATURDAY, 5th MARCH, 1910. AUTUMN HANDICAP, of 100 sovs. Distance, one mile. MATAWHERO HACK HANDICAP, of 100 sovs. JACKSON STAKES, of 500 sovs. HARRISON HACK HANDICAP, of 100 sovs. GOODWIN HACK HURDLE HANDICAP, of 125 sovs. WANGANUI STAKES HANDICAP, of 300 sovs. HARRISON HACK HANDICAP, of 100 sovs. FAREWELL HANDICAP, of 150 sovs. [23, 690, 247, 757]
swimming-column [1641, 74, 1880, 1956]
timber-row [716, 690, 945, 701]
mcgill-name: McGill's Oatmeal. [293, 1054, 428, 1073]
row-value: 3 sovs. [446, 188, 468, 197]
